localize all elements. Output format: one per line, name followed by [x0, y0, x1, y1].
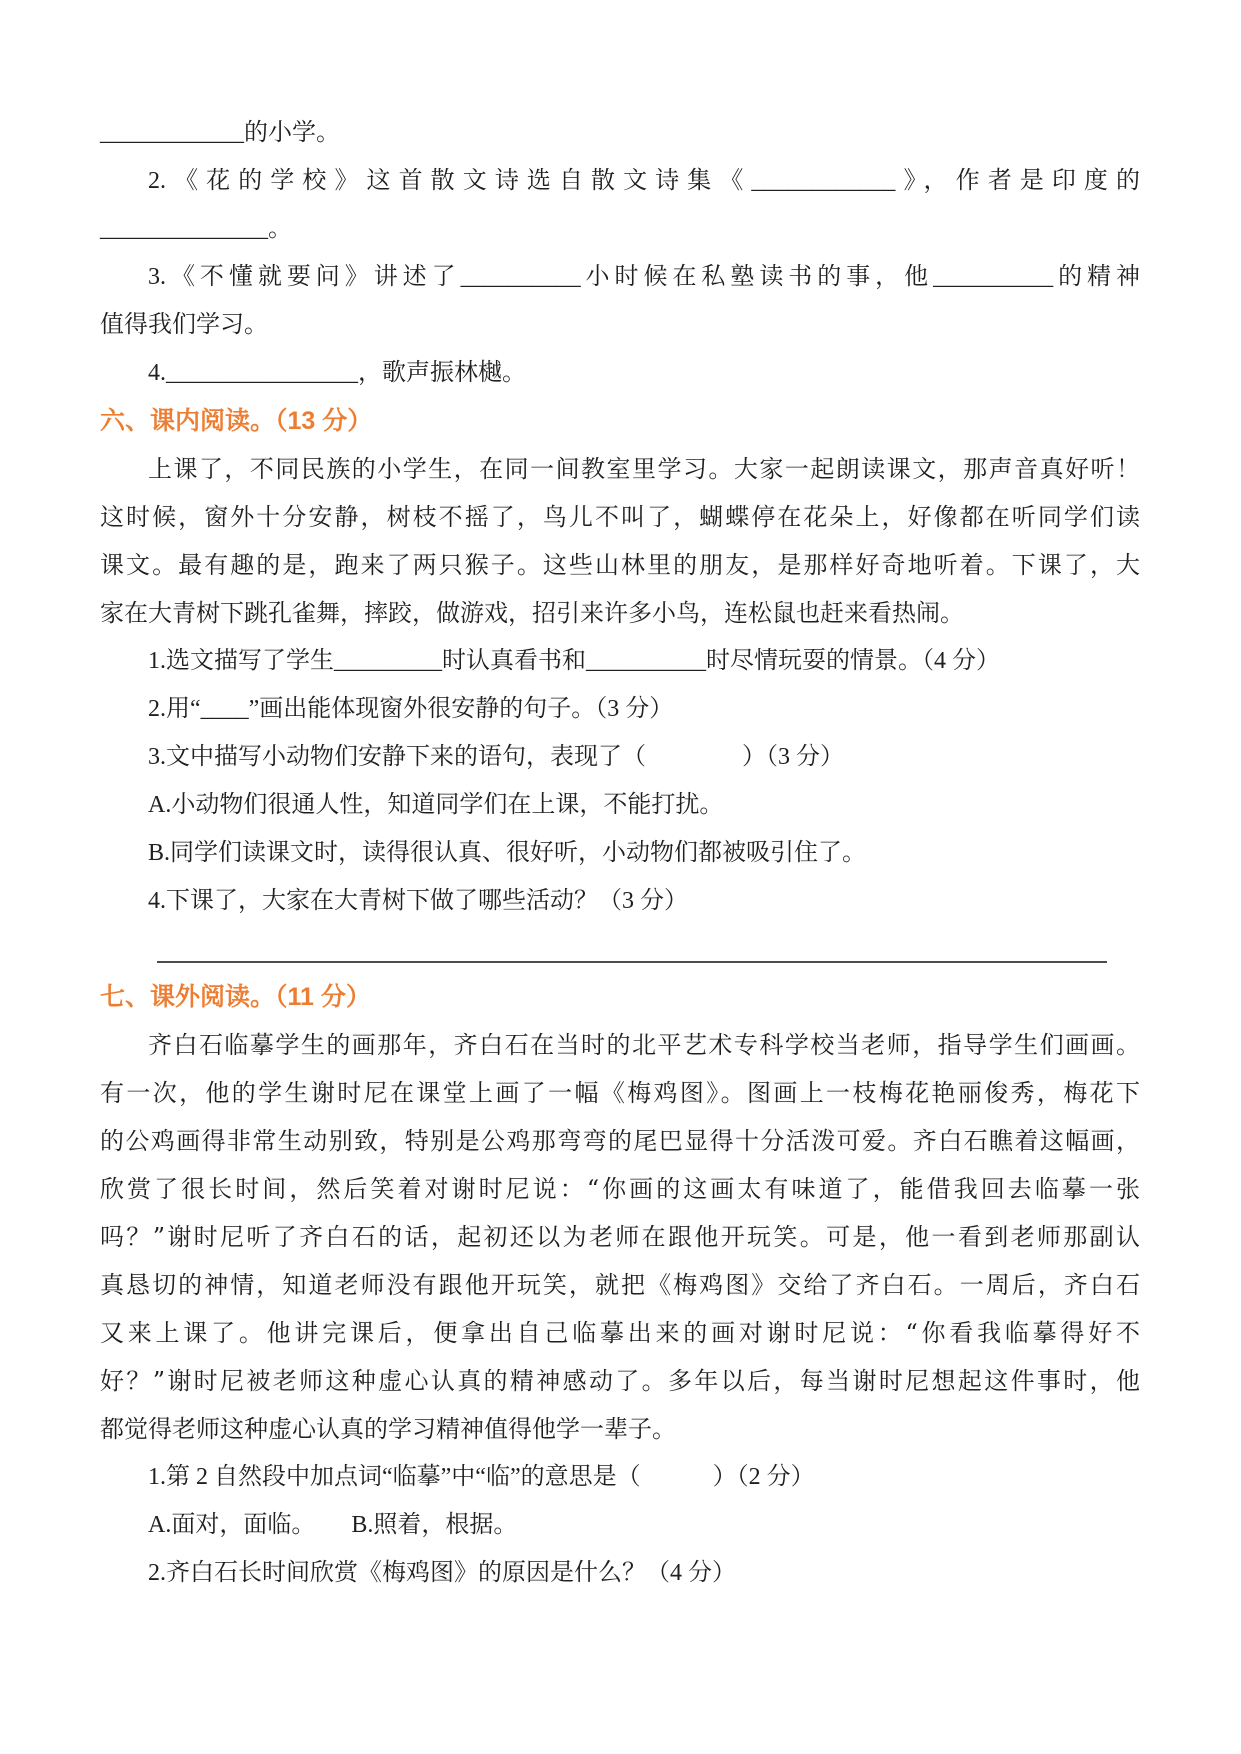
section6-questions [100, 637, 1140, 925]
question-line: A.小动物们很通人性，知道同学们在上课，不能打扰。 [148, 792, 724, 818]
passage-line: 吗？”谢时尼听了齐白石的话，起初还以为老师在跟他开玩笑。可是，他一看到老师那副认 [100, 1223, 1140, 1251]
passage-line: 好？”谢时尼被老师这种虚心认真的精神感动了。多年以后，每当谢时尼想起这件事时，他 [100, 1367, 1140, 1395]
question-line: B.同学们读课文时，读得很认真、很好听，小动物们都被吸引住了。 [148, 840, 867, 866]
question-line: 3.《不懂就要问》讲述了__________小时候在私塾读书的事，他__________的精神 [148, 264, 1140, 290]
question-line: 2.《花的学校》这首散文诗选自散文诗集《____________》，作者是印度的 [148, 168, 1140, 194]
intro-questions [100, 109, 1140, 397]
passage-line: 又来上课了。他讲完课后，便拿出自己临摹出来的画对谢时尼说：“你看我临摹得好不 [100, 1319, 1140, 1347]
section6-heading: 六、课内阅读。（13 分） [100, 407, 373, 435]
answer-line [157, 961, 1107, 963]
passage-line: 真恳切的神情，知道老师没有跟他开玩笑，就把《梅鸡图》交给了齐白石。一周后，齐白石 [100, 1271, 1140, 1299]
passage-line: 有一次，他的学生谢时尼在课堂上画了一幅《梅鸡图》。图画上一枝梅花艳丽俊秀，梅花下 [100, 1079, 1140, 1107]
question-line: ____________的小学。 [100, 120, 340, 146]
question-line: A.面对，面临。 B.照着，根据。 [148, 1512, 518, 1538]
passage-line: 家在大青树下跳孔雀舞，摔跤，做游戏，招引来许多小鸟，连松鼠也赶来看热闹。 [100, 599, 964, 627]
question-line: 2.用“____”画出能体现窗外很安静的句子。（3 分） [148, 696, 674, 722]
question-line: 4.下课了，大家在大青树下做了哪些活动？（3 分） [148, 888, 688, 914]
section7-heading: 七、课外阅读。（11 分） [100, 983, 371, 1011]
question-line: 1.第 2 自然段中加点词“临摹”中“临”的意思是（ ）（2 分） [148, 1464, 815, 1490]
page-content [100, 109, 1140, 1597]
passage-line: 上课了，不同民族的小学生，在同一间教室里学习。大家一起朗读课文，那声音真好听！ [148, 455, 1140, 483]
passage-line: 的公鸡画得非常生动别致，特别是公鸡那弯弯的尾巴显得十分活泼可爱。齐白石瞧着这幅画， [100, 1127, 1140, 1155]
question-line: ______________。 [100, 216, 292, 242]
passage-line: 课文。最有趣的是，跑来了两只猴子。这些山林里的朋友，是那样好奇地听着。下课了，大 [100, 551, 1140, 579]
section7-passage [100, 1021, 1140, 1453]
section6-passage [100, 445, 1140, 637]
answer-rule-row [100, 925, 1140, 973]
passage-line: 欣赏了很长时间，然后笑着对谢时尼说：“你画的这画太有味道了，能借我回去临摹一张 [100, 1175, 1140, 1203]
passage-line: 这时候，窗外十分安静，树枝不摇了，鸟儿不叫了，蝴蝶停在花朵上，好像都在听同学们读 [100, 503, 1140, 531]
question-line: 1.选文描写了学生_________时认真看书和__________时尽情玩耍的情景。（4 分） [148, 648, 1000, 674]
question-line: 4.________________，歌声振林樾。 [148, 360, 526, 386]
section7-questions [100, 1453, 1140, 1597]
question-line: 2.齐白石长时间欣赏《梅鸡图》的原因是什么？（4 分） [148, 1560, 736, 1586]
passage-line: 齐白石临摹学生的画那年，齐白石在当时的北平艺术专科学校当老师，指导学生们画画。 [148, 1031, 1140, 1059]
question-line: 3.文中描写小动物们安静下来的语句，表现了（ ）（3 分） [148, 744, 844, 770]
passage-line: 都觉得老师这种虚心认真的学习精神值得他学一辈子。 [100, 1415, 676, 1443]
question-line: 值得我们学习。 [100, 312, 268, 338]
